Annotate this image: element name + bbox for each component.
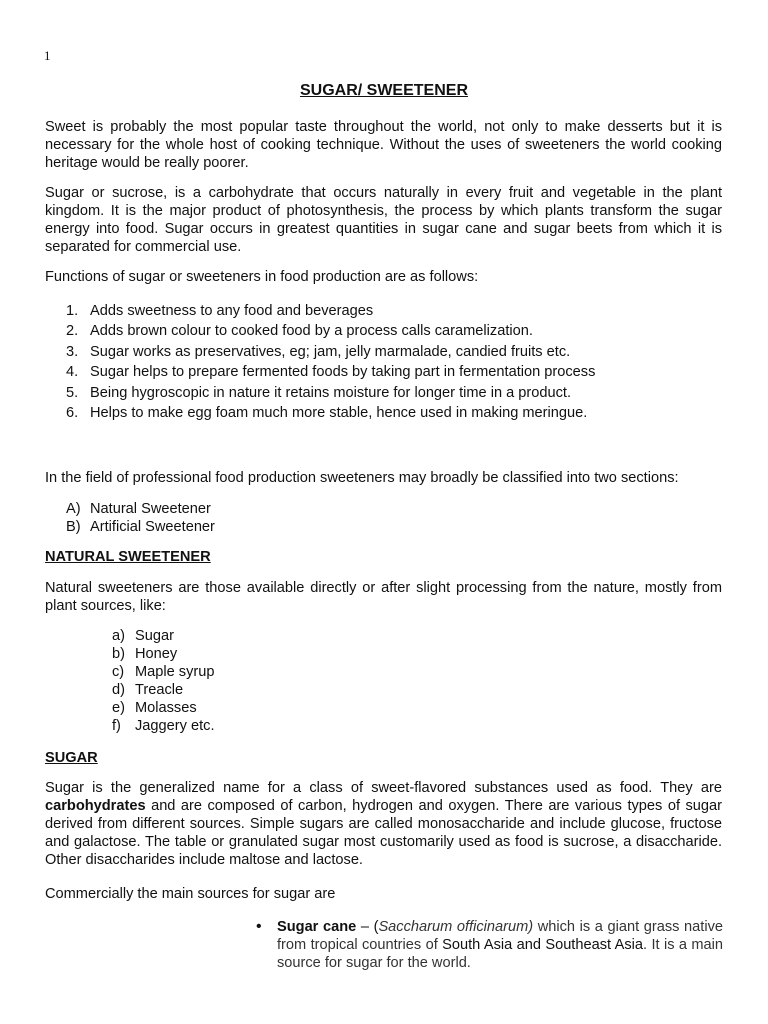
sugar-paragraph-text-2: and are composed of carbon, hydrogen and oxygen. There are various types of sugar derived from different sources. Simple sugars are called monosaccharide and include glucose, fructose and galactose. The table or granulated sugar most customarily used as food is sucrose, a disaccharide. Other disaccharides include maltose and lactose. xyxy=(45,798,722,868)
list-marker: b) xyxy=(112,646,125,662)
list-item xyxy=(66,302,722,322)
list-item xyxy=(66,343,722,363)
page-title: SUGAR/ SWEETENER xyxy=(299,82,468,99)
list-item xyxy=(66,322,722,342)
list-item-text: Adds brown colour to cooked food by a process calls caramelization. xyxy=(90,323,533,340)
list-marker: B) xyxy=(66,519,81,535)
list-item xyxy=(112,627,215,645)
place-south-asia: South Asia xyxy=(442,937,513,953)
list-item-text: Maple syrup xyxy=(135,664,215,680)
place-southeast-asia: Southeast Asia xyxy=(545,937,644,953)
list-item xyxy=(66,518,215,536)
list-item xyxy=(112,681,215,699)
list-marker: A) xyxy=(66,501,81,517)
list-item-text: Sugar works as preservatives, eg; jam, jelly marmalade, candied fruits etc. xyxy=(90,343,571,360)
list-item xyxy=(66,363,722,383)
list-item xyxy=(66,404,722,424)
sugar-heading: SUGAR xyxy=(45,750,98,766)
list-marker: 1. xyxy=(66,303,79,319)
list-item xyxy=(66,384,722,404)
list-marker: d) xyxy=(112,682,125,698)
list-item-text: Adds sweetness to any food and beverages xyxy=(90,303,374,319)
list-marker: e) xyxy=(112,700,125,716)
bullet-text-1: which is a giant grass native from tropical countries of xyxy=(277,919,723,953)
list-item-text: Helps to make egg foam much more stable, hence used in making meringue. xyxy=(90,404,588,421)
list-item-text: Honey xyxy=(135,646,178,662)
list-item-text: Artificial Sweetener xyxy=(90,519,215,535)
carbohydrates-bold: carbohydrates xyxy=(45,798,146,814)
page-number: 1 xyxy=(44,48,51,63)
sugar-paragraph-text-1: Sugar is the generalized name for a class of sweet-flavored substances used as food. They are xyxy=(45,780,722,796)
sugar-paragraph xyxy=(45,779,722,869)
list-item-text: Jaggery etc. xyxy=(135,718,215,734)
intro-paragraph-2: Sugar or sucrose, is a carbohydrate that occurs naturally in every fruit and vegetable in the plant kingdom. It is the major product of photosynthesis, the process by which plants transform the sugar energy into food. Sugar occurs in greatest quantities in sugar cane and sugar beets from which it is separated for commercial use. xyxy=(45,185,722,255)
list-item-text: Sugar helps to prepare fermented foods by taking part in fermentation process xyxy=(90,364,596,381)
sugar-cane-term: Sugar cane xyxy=(277,919,357,935)
list-item-text: Sugar xyxy=(135,628,174,644)
list-item-text: Being hygroscopic in nature it retains moisture for longer time in a product. xyxy=(90,384,572,401)
list-item-text: Natural Sweetener xyxy=(90,501,211,517)
list-marker: c) xyxy=(112,664,125,680)
bullet-text xyxy=(277,918,723,972)
list-marker: f) xyxy=(112,718,121,734)
list-item xyxy=(112,717,215,735)
bullet-text-2: . It is a main source for sugar for the world. xyxy=(277,937,723,971)
list-marker: 4. xyxy=(66,364,79,381)
functions-list xyxy=(66,302,722,424)
list-marker: 6. xyxy=(66,404,79,421)
list-item-text: Treacle xyxy=(135,682,184,698)
natural-sweetener-list xyxy=(112,627,215,735)
classification-intro: In the field of professional food production sweeteners may broadly be classified into two sections: xyxy=(45,470,679,486)
natural-sweetener-paragraph: Natural sweeteners are those available directly or after slight processing from the nature, mostly from plant sources, like: xyxy=(45,580,722,614)
functions-intro: Functions of sugar or sweeteners in food production are as follows: xyxy=(45,269,479,285)
intro-paragraph-1: Sweet is probably the most popular taste throughout the world, not only to make desserts but it is necessary for the whole host of cooking technique. Without the uses of sweeteners the world cooking heritage would be really poorer. xyxy=(45,119,722,171)
list-marker: 2. xyxy=(66,323,79,340)
bullet-and: and xyxy=(512,937,546,953)
sugar-cane-bullet xyxy=(256,918,723,972)
natural-sweetener-heading: NATURAL SWEETENER xyxy=(45,549,211,565)
list-marker: 5. xyxy=(66,384,79,401)
list-item xyxy=(112,645,215,663)
list-item-text: Molasses xyxy=(135,700,197,716)
scientific-name: Saccharum officinarum) xyxy=(378,919,534,935)
list-item xyxy=(112,663,215,681)
bullet-icon: • xyxy=(256,918,262,935)
classes-list xyxy=(66,500,215,536)
list-marker: a) xyxy=(112,628,125,644)
bullet-dash: – ( xyxy=(356,919,379,935)
sources-intro: Commercially the main sources for sugar are xyxy=(45,886,336,902)
list-item xyxy=(66,500,215,518)
list-item xyxy=(112,699,215,717)
list-marker: 3. xyxy=(66,343,79,360)
